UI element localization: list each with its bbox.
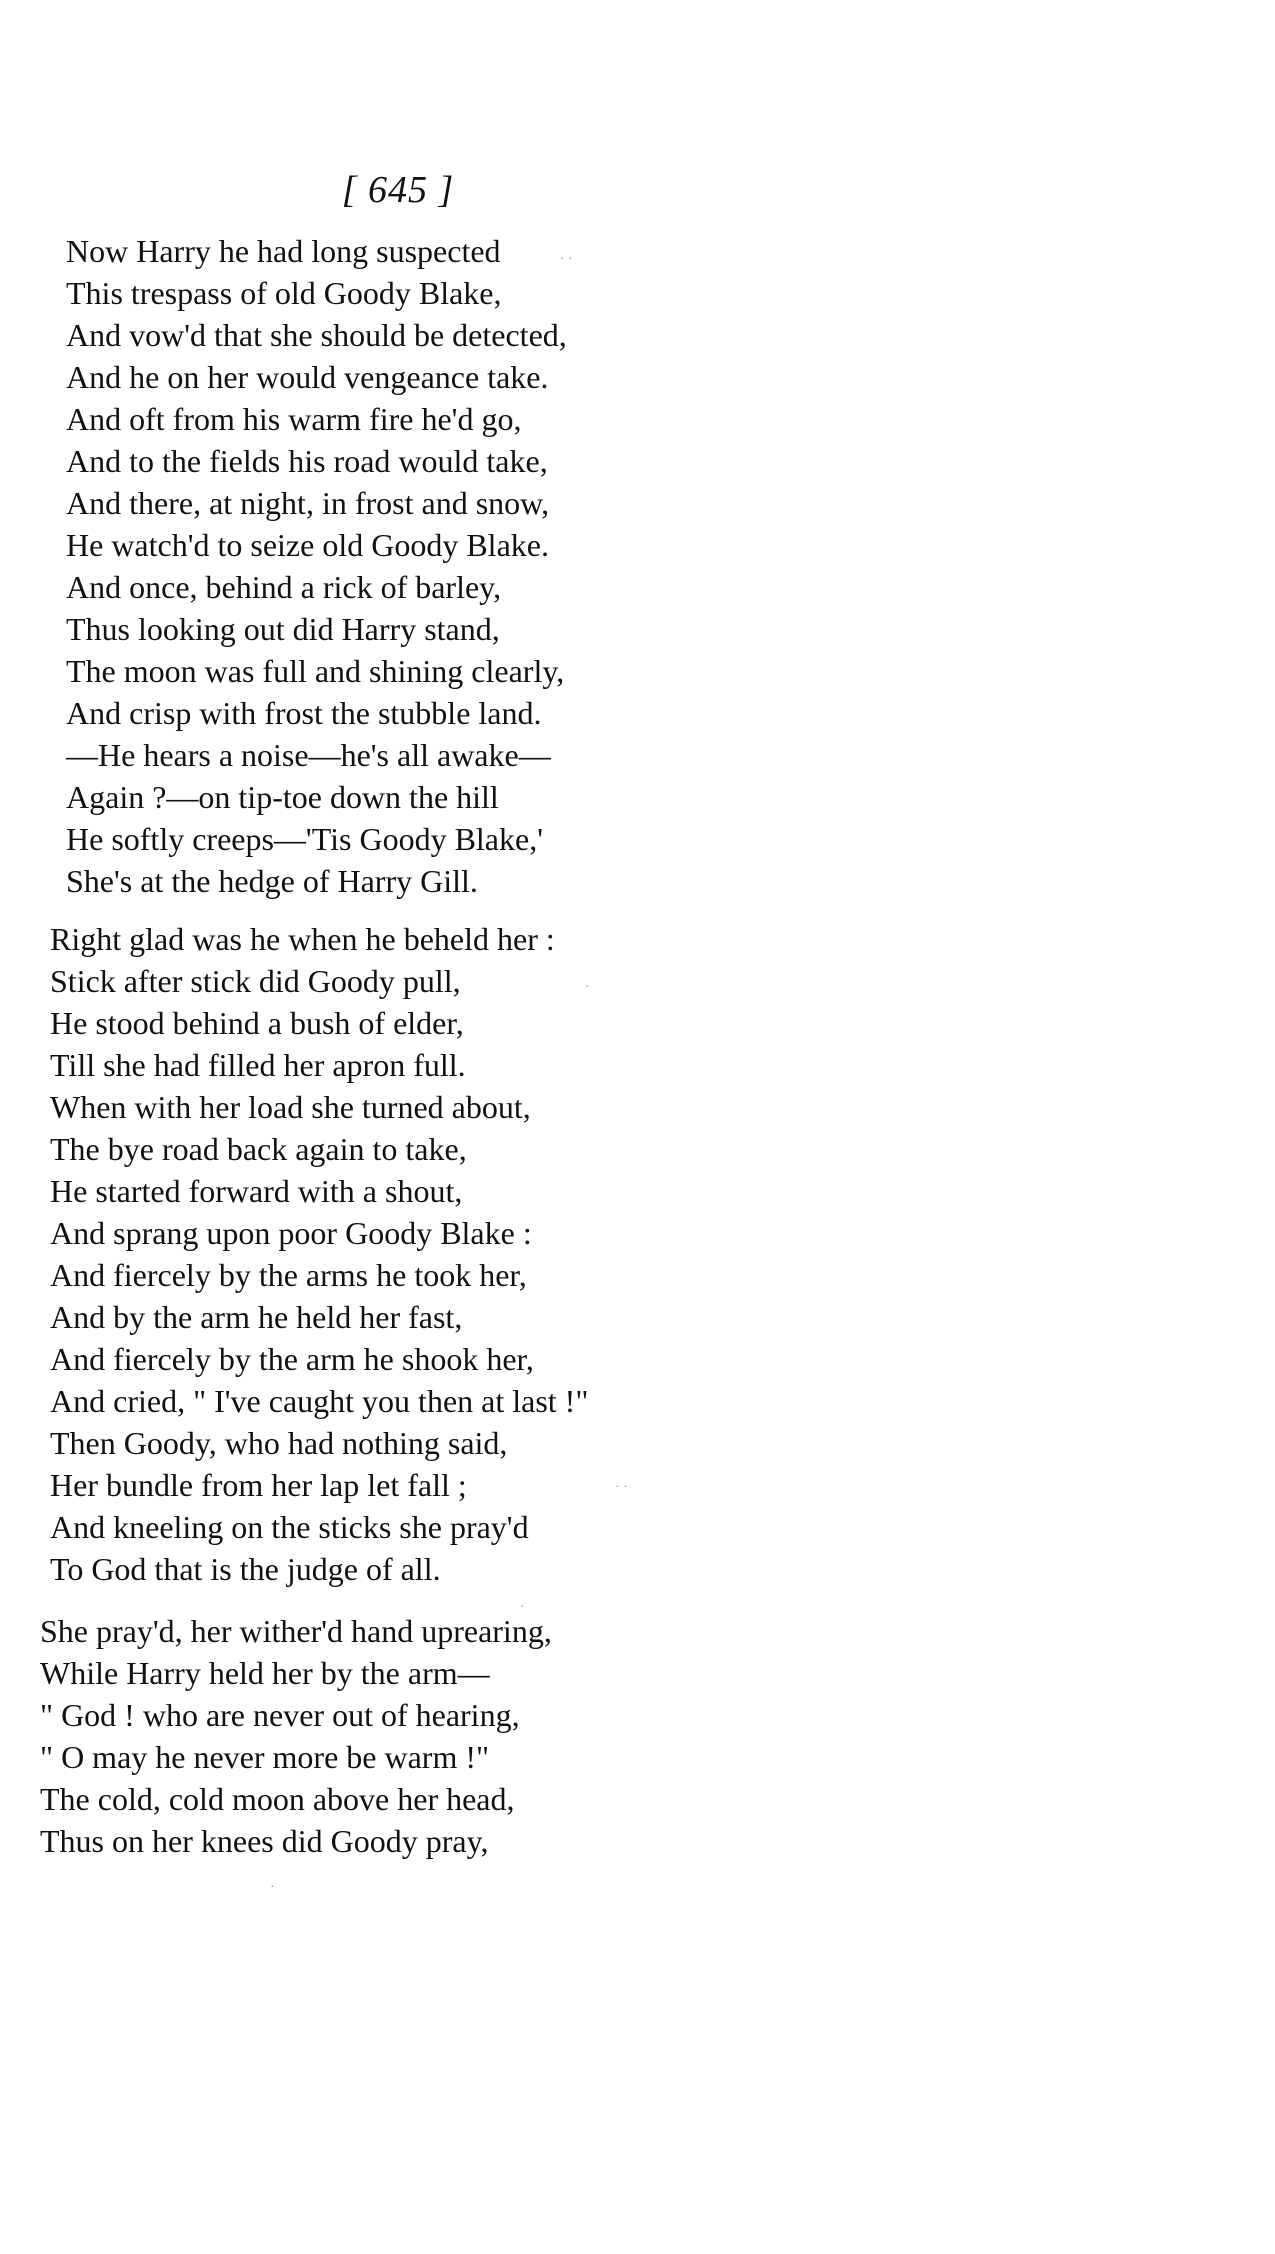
verse-line: And fiercely by the arms he took her,: [50, 1257, 527, 1293]
verse-line: Thus on her knees did Goody pray,: [40, 1823, 489, 1859]
verse-line: Then Goody, who had nothing said,: [50, 1425, 508, 1461]
verse-line: He watch'd to seize old Goody Blake.: [66, 527, 549, 563]
print-speck: · ·: [615, 1480, 628, 1495]
verse-line: To God that is the judge of all.: [50, 1551, 441, 1587]
verse-line: —He hears a noise—he's all awake—: [66, 737, 551, 773]
verse-line: She pray'd, her wither'd hand uprearing,: [40, 1613, 552, 1649]
stanza-2: [50, 918, 588, 1590]
print-speck: · ·: [560, 252, 573, 267]
verse-line: Stick after stick did Goody pull,: [50, 963, 461, 999]
verse-line: The bye road back again to take,: [50, 1131, 467, 1167]
verse-line: Now Harry he had long suspected: [66, 233, 501, 269]
verse-line: And kneeling on the sticks she pray'd: [50, 1509, 529, 1545]
verse-line: He started forward with a shout,: [50, 1173, 463, 1209]
verse-line: This trespass of old Goody Blake,: [66, 275, 502, 311]
verse-line: Right glad was he when he beheld her :: [50, 921, 555, 957]
verse-line: And to the fields his road would take,: [66, 443, 548, 479]
verse-line: " O may he never more be warm !": [40, 1739, 490, 1775]
print-speck: ·: [585, 980, 590, 995]
verse-line: When with her load she turned about,: [50, 1089, 531, 1125]
print-speck: ·: [520, 1600, 525, 1615]
verse-line: And oft from his warm fire he'd go,: [66, 401, 522, 437]
verse-line: And once, behind a rick of barley,: [66, 569, 502, 605]
verse-line: While Harry held her by the arm—: [40, 1655, 490, 1691]
page-number: [ 645 ]: [341, 169, 455, 211]
stanza-3: [40, 1610, 552, 1862]
verse-line: Thus looking out did Harry stand,: [66, 611, 500, 647]
verse-line: And by the arm he held her fast,: [50, 1299, 463, 1335]
verse-line: And sprang upon poor Goody Blake :: [50, 1215, 532, 1251]
verse-line: And he on her would vengeance take.: [66, 359, 549, 395]
verse-line: Till she had filled her apron full.: [50, 1047, 466, 1083]
verse-line: Again ?—on tip-toe down the hill: [66, 779, 499, 815]
verse-line: He softly creeps—'Tis Goody Blake,': [66, 821, 543, 857]
verse-line: The cold, cold moon above her head,: [40, 1781, 515, 1817]
verse-line: And vow'd that she should be detected,: [66, 317, 567, 353]
verse-line: And fiercely by the arm he shook her,: [50, 1341, 534, 1377]
verse-line: " God ! who are never out of hearing,: [40, 1697, 520, 1733]
verse-line: The moon was full and shining clearly,: [66, 653, 565, 689]
stanza-1: [66, 230, 567, 902]
verse-line: Her bundle from her lap let fall ;: [50, 1467, 467, 1503]
verse-line: She's at the hedge of Harry Gill.: [66, 863, 478, 899]
verse-line: And cried, " I've caught you then at last !": [50, 1383, 589, 1419]
verse-line: And there, at night, in frost and snow,: [66, 485, 550, 521]
verse-line: He stood behind a bush of elder,: [50, 1005, 464, 1041]
verse-line: And crisp with frost the stubble land.: [66, 695, 542, 731]
print-speck: ·: [270, 1880, 275, 1895]
